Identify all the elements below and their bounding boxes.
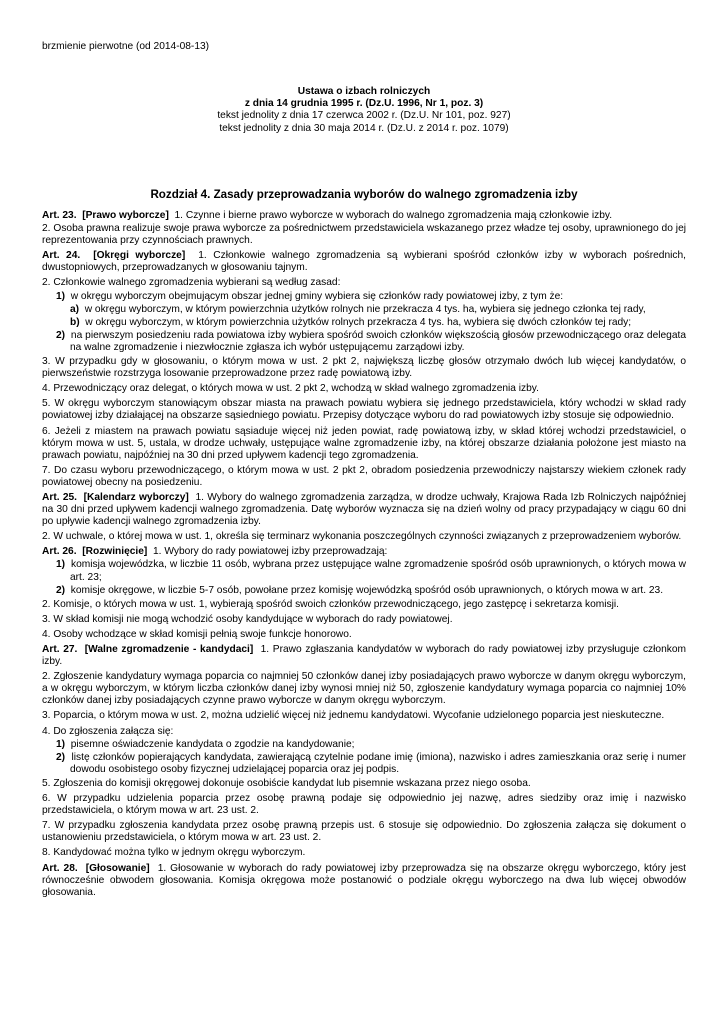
art-26-name: [Rozwinięcie]	[82, 546, 148, 558]
art-24-item-1: 1) w okręgu wyborczym obejmującym obszar jednej gminy wybiera się członków rady powiatowej izby, z tym że:	[56, 290, 564, 302]
art-26-para-2: 2. Komisje, o których mowa w ust. 1, wybierają spośród swoich członków przewodniczącego, jego zastępcę i sekretarza komisji.	[42, 598, 619, 610]
art-24-para-4: 4. Przewodniczący oraz delegat, o których mowa w ust. 2 pkt 2, wchodzą w skład walnego zgromadzenia izby.	[42, 383, 539, 395]
art-27-para-5: 5. Zgłoszenia do komisji okręgowej dokonuje osobiście kandydat lub pisemnie wskazana przez niego osoba.	[42, 777, 531, 789]
art-24-item-1a: a) w okręgu wyborczym, w którym powierzchnia użytków rolnych nie przekracza 4 tys. ha, wybiera się jednego członka tej rady,	[70, 303, 646, 315]
art-23-label: Art. 23.	[42, 210, 77, 221]
art-28-name: [Głosowanie]	[85, 862, 150, 874]
art-27-label: Art. 27.	[42, 644, 78, 655]
art-27-para-8: 8. Kandydować można tylko w jednym okręgu wyborczym.	[42, 847, 306, 859]
art-24-para-7: 7. Do czasu wyboru przewodniczącego, o którym mowa w ust. 2 pkt 2, obradom posiedzenia przewodniczy najstarszy wiekiem członek rady powiatowej obecny na posiedzeniu.	[42, 464, 686, 488]
consolidated-text-2: tekst jednolity z dnia 30 maja 2014 r. (Dz.U. z 2014 r. poz. 1079)	[219, 122, 509, 134]
act-header	[42, 86, 686, 135]
art-28-label: Art. 28.	[42, 862, 78, 874]
art-25-name: [Kalendarz wyborczy]	[83, 491, 189, 503]
consolidated-text-1: tekst jednolity z dnia 17 czerwca 2002 r. (Dz.U. Nr 101, poz. 927)	[217, 110, 511, 122]
art-27-para-1: Art. 27. [Walne zgromadzenie - kandydaci] 1. Prawo zgłaszania kandydatów w wyborach do rady powiatowej izby przysługuje członkom izby.	[42, 644, 686, 668]
art-25-para-1: Art. 25. [Kalendarz wyborczy] 1. Wybory do walnego zgromadzenia zarządza, w drodze uchwały, Krajowa Rada Izb Rolniczych najpóźniej na 30 dni przed upływem kadencji walnego zgromadzenia. Datę wyborów wyznacza się na dzień wolny od pracy przypadający w ciągu 60 dni po upływie kadencji walnego zgromadzenia izby.	[42, 491, 686, 528]
art-24-item-2: 2) na pierwszym posiedzeniu rada powiatowa izby wybiera spośród swoich członków większością głosów przewodniczącego oraz delegata na walne zgromadzenie i niezwłocznie zgłasza ich wybór ustępującemu zarządowi izby.	[56, 329, 686, 353]
art-24-item-1b: b) w okręgu wyborczym, w którym powierzchnia użytków rolnych przekracza 4 tys. ha, wybiera się dwóch członków tej rady;	[70, 316, 632, 328]
art-26-item-2: 2) komisje okręgowe, w liczbie 5-7 osób, powołane przez komisję wojewódzką spośród osób uprawnionych, o których mowa w art. 23.	[56, 584, 664, 596]
art-27-para-7: 7. W przypadku zgłoszenia kandydata przez osobę prawną przepis ust. 6 stosuje się odpowiednio. Do zgłoszenia załącza się dokument o ustanowieniu przedstawiciela, o którym mowa w art. 23 ust. 2.	[42, 820, 686, 844]
art-24-para-3: 3. W przypadku gdy w głosowaniu, o którym mowa w ust. 2 pkt 2, największą liczbę głosów otrzymało dwóch lub więcej kandydatów, o pierwszeństwie rozstrzyga losowanie przeprowadzone przez radę powiatową izby.	[42, 356, 686, 380]
art-24-name: [Okręgi wyborcze]	[93, 250, 186, 262]
act-date-line: z dnia 14 grudnia 1995 r. (Dz.U. 1996, Nr 1, poz. 3)	[244, 98, 484, 110]
art-26-para-4: 4. Osoby wchodzące w skład komisji pełnią swoje funkcje honorowo.	[42, 628, 352, 640]
art-24-para-5: 5. W okręgu wyborczym stanowiącym obszar miasta na prawach powiatu wybiera się jednego przedstawiciela, który wchodzi w skład rady powiatowej izby działającej na obszarze sąsiedniego powiatu. Przepisy dotyczące wyboru do rad powiatowych izby stosuje się odpowiednio.	[42, 398, 686, 422]
art-28-para-1: Art. 28. [Głosowanie] 1. Głosowanie w wyborach do rady powiatowej izby przeprowadza się na obszarze okręgu wyborczego, który jest równocześnie obwodem głosowania. Komisja okręgowa może postanowić o podziale okręgu wyborczego na dwa lub więcej obwodów głosowania.	[42, 862, 686, 898]
art-27-item-2: 2) listę członków popierających kandydata, zawierającą czytelnie podane imię (imiona), nazwisko i adres zamieszkania oraz serię i numer dowodu osobistego osoby fizycznej udzielającej poparcia oraz jej podpis.	[56, 751, 686, 775]
art-27-para-3: 3. Poparcia, o którym mowa w ust. 2, można udzielić więcej niż jednemu kandydatowi. Wycofanie udzielonego poparcia jest nieskuteczne.	[42, 710, 665, 722]
art-23-para-1: Art. 23. [Prawo wyborcze] 1. Czynne i bierne prawo wyborcze w wyborach do walnego zgromadzenia mają członkowie izby.	[42, 210, 613, 221]
act-title: Ustawa o izbach rolniczych	[297, 86, 431, 97]
art-26-para-3: 3. W skład komisji nie mogą wchodzić osoby kandydujące w wyborach do rady powiatowej.	[42, 613, 453, 625]
art-27-item-1: 1) pisemne oświadczenie kandydata o zgodzie na kandydowanie;	[56, 738, 355, 750]
art-27-para-2: 2. Zgłoszenie kandydatury wymaga poparcia co najmniej 50 członków danej izby posiadających prawo wyborcze w danym okręgu wyborczym, a w okręgu wyborczym, w którym liczba członków danej izby wynosi mniej niż 50, zgłoszenie kandydatury wymaga poparcia co najmniej 10% członków danej izby posiadających czynne prawo wyborcze w danym okręgu wyborczym.	[42, 671, 686, 707]
art-26-para-1: Art. 26. [Rozwinięcie] 1. Wybory do rady powiatowej izby przeprowadzają:	[42, 546, 388, 558]
art-24-para-1: Art. 24. [Okręgi wyborcze] 1. Członkowie walnego zgromadzenia są wybierani spośród członków izby w wyborach pośrednich, dwustopniowych, przeprowadzanych w głosowaniu tajnym.	[42, 250, 686, 274]
art-24-label: Art. 24.	[42, 250, 81, 262]
art-27-para-4: 4. Do zgłoszenia załącza się:	[42, 725, 174, 737]
document-body	[42, 210, 686, 902]
art-25-para-2: 2. W uchwale, o której mowa w ust. 1, określa się terminarz wykonania poszczególnych czynności związanych z przeprowadzeniem wyborów.	[42, 531, 682, 543]
chapter-heading: Rozdział 4. Zasady przeprowadzania wyborów do walnego zgromadzenia izby	[150, 188, 578, 201]
art-27-para-6: 6. W przypadku udzielenia poparcia przez osobę prawną podaje się odpowiednio jej nazwę, adres siedziby oraz imię i nazwisko przedstawiciela, o którym mowa w art. 23 ust. 2.	[42, 793, 686, 817]
art-24-para-6: 6. Jeżeli z miastem na prawach powiatu sąsiaduje więcej niż jeden powiat, radę powiatową izby, w skład której wchodzi przedstawiciel, o którym mowa w ust. 5, ustala, w drodze uchwały, ustępujące walne zgromadzenie izby, na której obszarze działania położone jest miasto na prawach powiatu, najpóźniej na 30 dni przed upływem kadencji tego zgromadzenia.	[42, 425, 686, 461]
art-24-para-2: 2. Członkowie walnego zgromadzenia wybierani są według zasad:	[42, 277, 341, 289]
art-23-para-2: 2. Osoba prawna realizuje swoje prawa wyborcze za pośrednictwem przedstawiciela wskazanego przez władze tej osoby, uprawnionego do jej reprezentowania przy czynnościach prawnych.	[42, 223, 686, 247]
art-26-label: Art. 26.	[42, 546, 77, 558]
art-26-item-1: 1) komisja wojewódzka, w liczbie 11 osób, wybrana przez ustępujące walne zgromadzenie spośród osób uprawnionych, o których mowa w art. 23;	[56, 559, 686, 583]
art-23-name: [Prawo wyborcze]	[82, 210, 169, 221]
art-25-label: Art. 25.	[42, 491, 78, 503]
version-status: brzmienie pierwotne (od 2014-08-13)	[42, 41, 210, 52]
art-27-name: [Walne zgromadzenie - kandydaci]	[84, 644, 254, 655]
